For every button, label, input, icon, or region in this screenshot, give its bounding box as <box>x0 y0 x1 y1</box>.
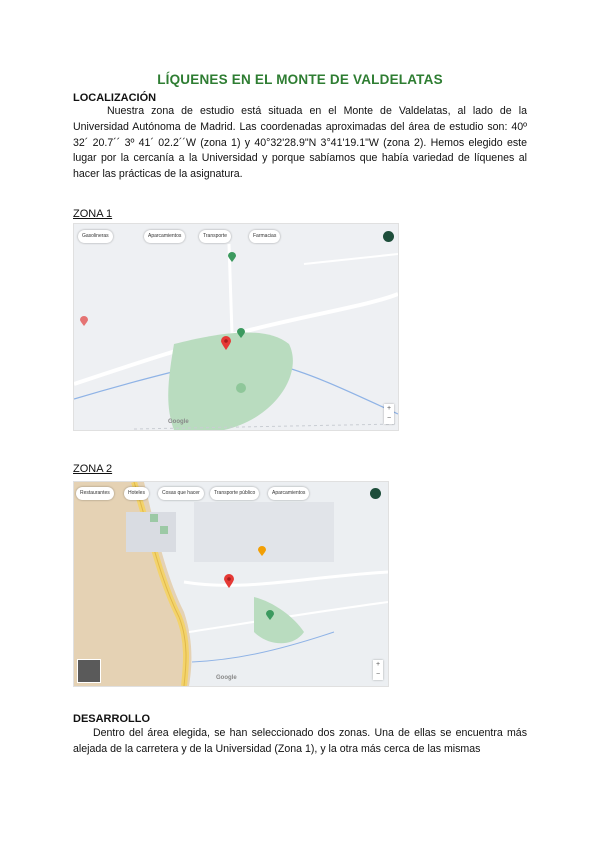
map2-location-pin-icon[interactable] <box>224 574 234 588</box>
zone1-label: ZONA 1 <box>73 208 113 220</box>
map2-zoom-control[interactable]: + − <box>373 660 383 680</box>
zone2-label: ZONA 2 <box>73 463 113 475</box>
localizacion-paragraph <box>73 104 527 183</box>
zone1-map[interactable] <box>73 223 399 431</box>
map1-chip-transporte[interactable]: Transporte <box>199 230 231 243</box>
map1-park-marker-icon <box>237 328 245 338</box>
map2-google-logo: Google <box>216 675 237 681</box>
desarrollo-paragraph <box>73 726 527 758</box>
map2-chip-restaurantes[interactable]: Restaurantes <box>76 487 114 500</box>
zone1-map-drawing <box>74 224 398 430</box>
map2-park-marker-icon <box>266 610 274 620</box>
map2-orange-marker-icon <box>258 546 266 556</box>
map1-chip-aparcamientos[interactable]: Aparcamientos <box>144 230 185 243</box>
section-heading-localizacion: LOCALIZACIÓN <box>73 92 157 104</box>
zone2-map[interactable] <box>73 481 389 687</box>
desarrollo-text: Dentro del área elegida, se han seleccionado dos zonas. Una de ellas se encuentra más alejada de la carretera y de la Universidad (Zona 1), y la otra más cerca de las mismas <box>73 727 527 755</box>
map2-chip-hoteles[interactable]: Hoteles <box>124 487 149 500</box>
map1-green-marker-icon <box>228 252 236 262</box>
map1-chip-farmacias[interactable]: Farmacias <box>249 230 280 243</box>
map1-google-logo: Google <box>168 419 189 425</box>
map1-location-pin-icon[interactable] <box>221 336 231 350</box>
map2-chip-transporte-publico[interactable]: Transporte público <box>210 487 259 500</box>
map1-apps-button[interactable] <box>383 231 394 242</box>
map1-chip-gasolineras[interactable]: Gasolineras <box>78 230 113 243</box>
section-heading-desarrollo: DESARROLLO <box>73 713 150 725</box>
map2-layers-thumbnail[interactable] <box>77 659 101 683</box>
document-title: LÍQUENES EN EL MONTE DE VALDELATAS <box>157 72 443 87</box>
map2-apps-button[interactable] <box>370 488 381 499</box>
map2-chip-aparcamientos[interactable]: Aparcamientos <box>268 487 309 500</box>
map2-chip-cosas-que-hacer[interactable]: Cosas que hacer <box>158 487 204 500</box>
localizacion-text: Nuestra zona de estudio está situada en el Monte de Valdelatas, al lado de la Universidad Autónoma de Madrid. Las coordenadas aproximadas del área de estudio son: 40º 32´ 20.7´´ 3º 41´ 02.2´´W (zona 1) y 40°32'28.9"N 3°41'19.1"W (zona 2). Hemos elegido este lugar por la cercanía a la Universidad y porque sabíamos que había variedad de líquenes al hacer las prácticas de la asignatura. <box>73 105 527 181</box>
map1-zoom-control[interactable]: + − <box>384 404 394 424</box>
map1-red-marker-icon <box>80 316 88 326</box>
